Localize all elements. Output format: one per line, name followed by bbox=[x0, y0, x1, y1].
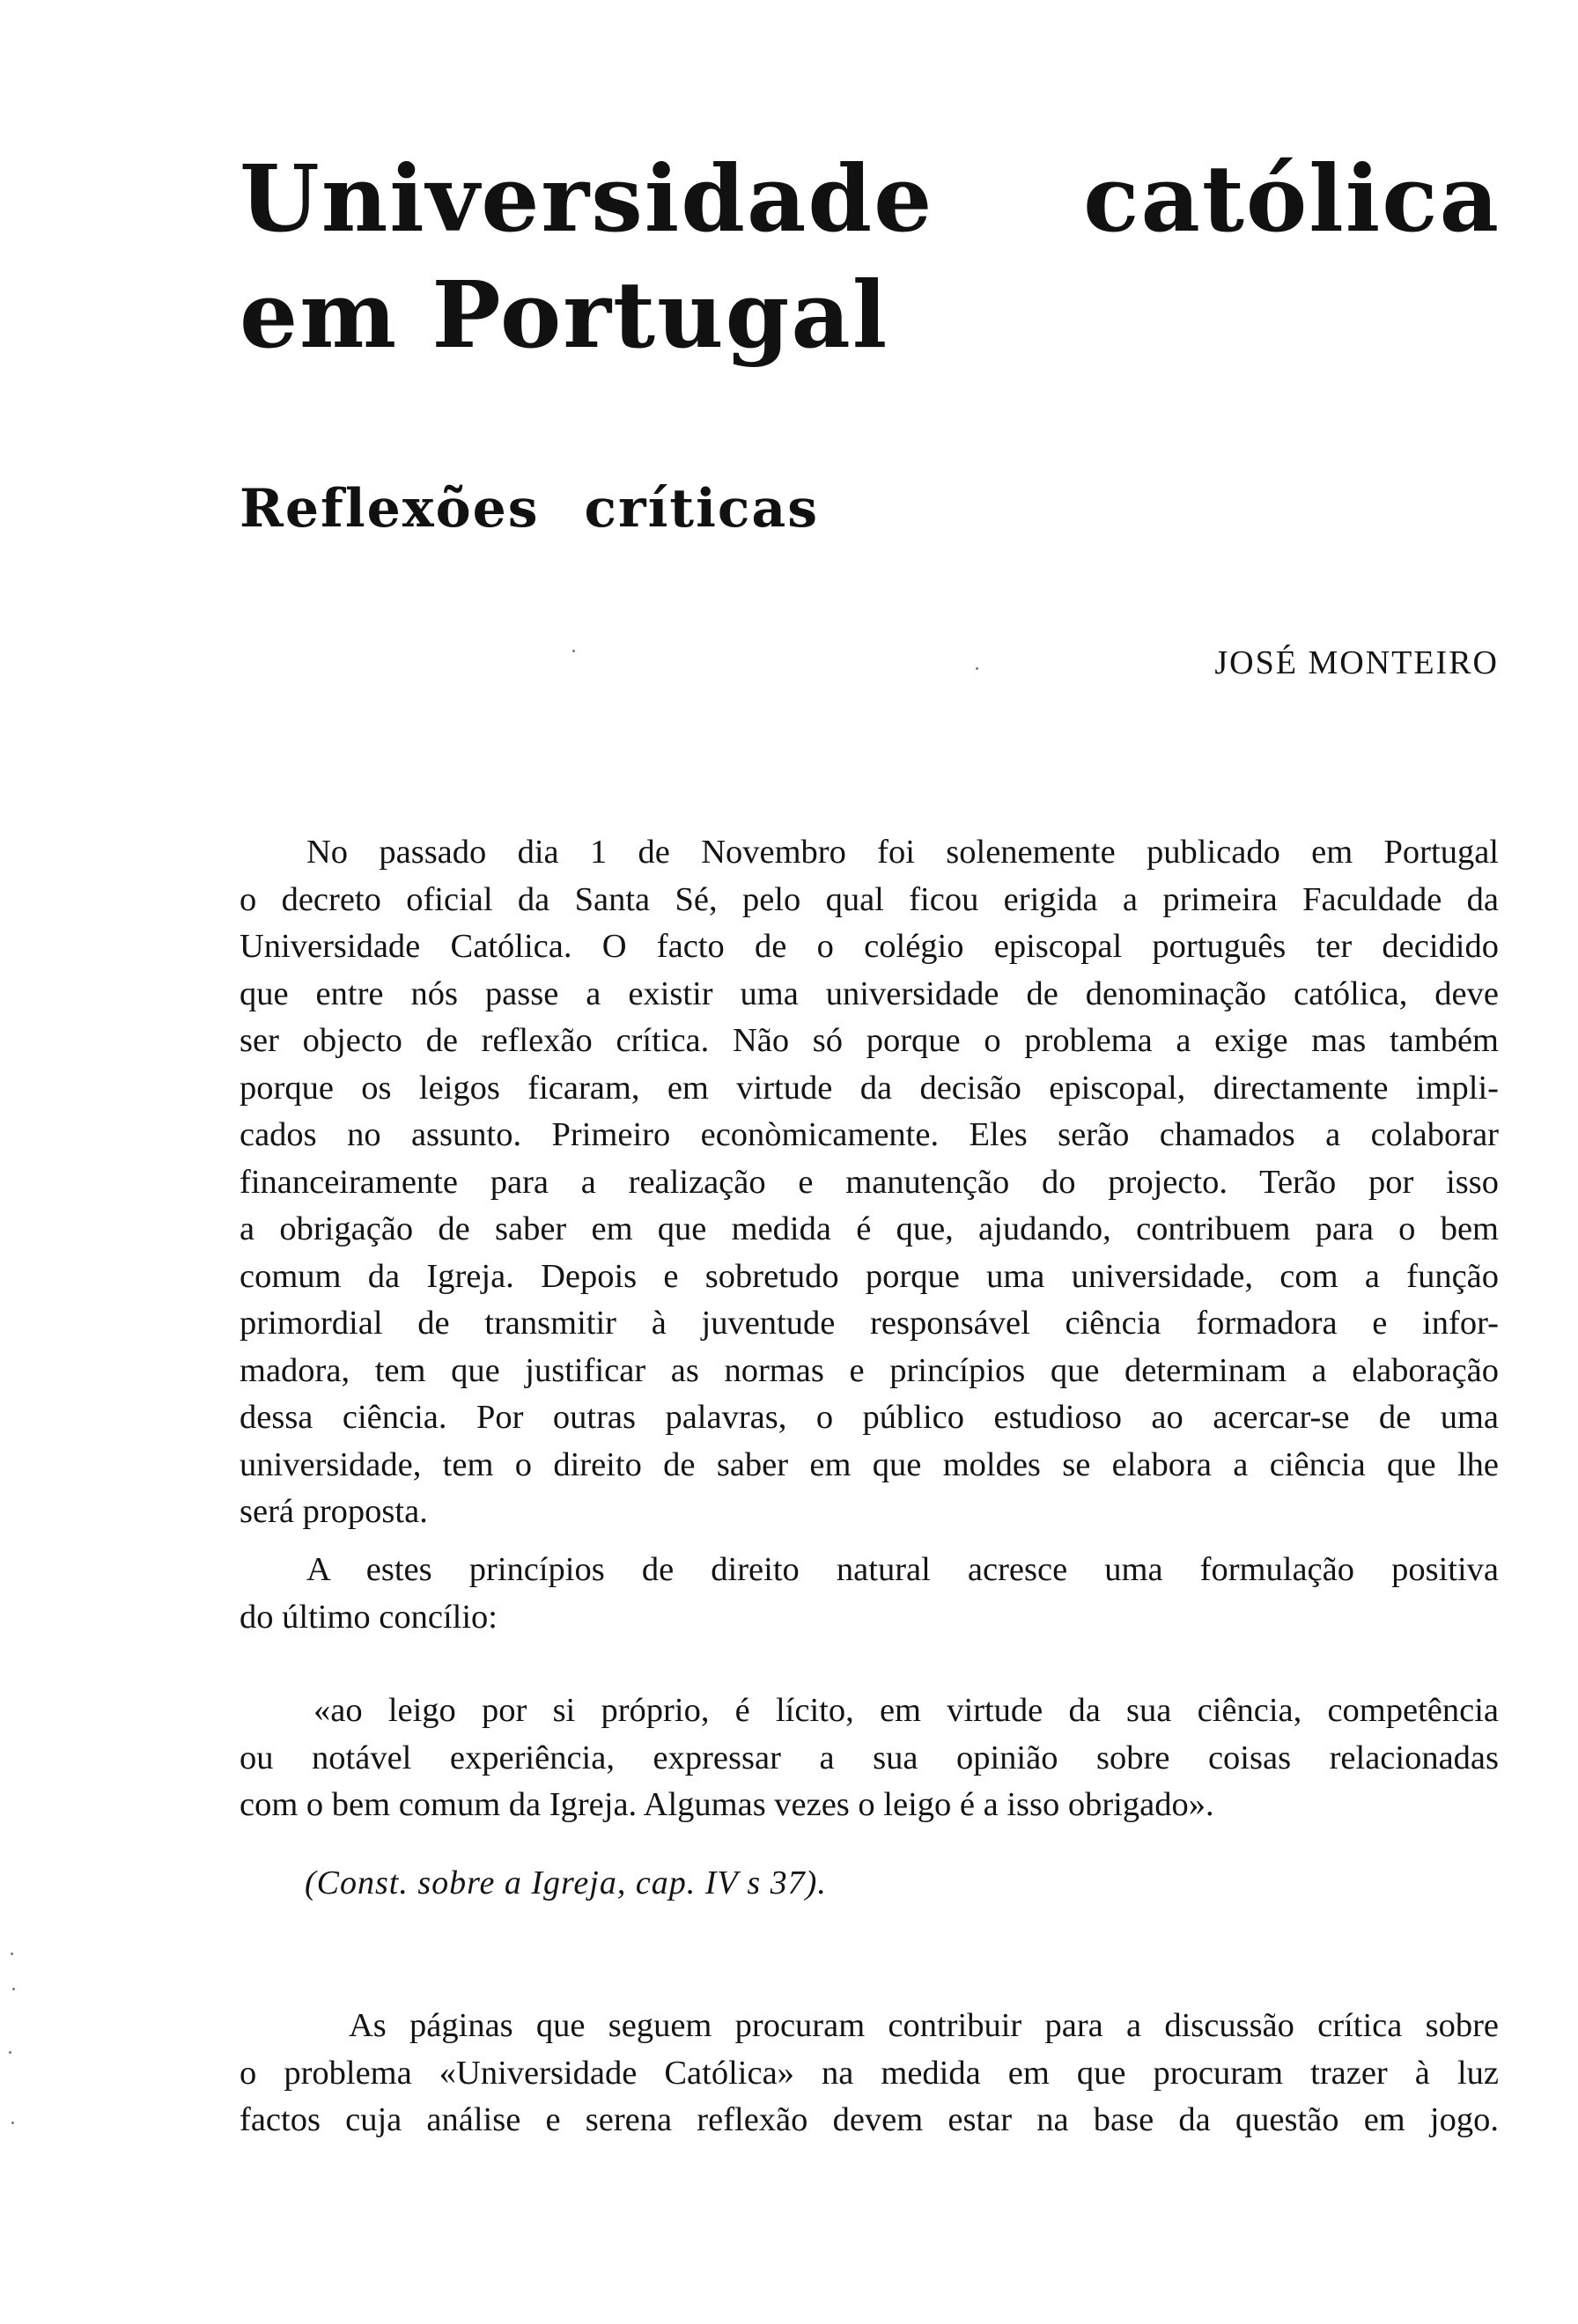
scan-speck bbox=[11, 1953, 13, 1955]
paragraph-council bbox=[240, 1547, 1499, 1641]
text-line: financeiramente para a realização e manutenção do projecto. Terão por isso bbox=[240, 1163, 1499, 1201]
text-line: A estes princípios de direito natural acresce uma formulação positiva bbox=[306, 1551, 1499, 1588]
text-line: dessa ciência. Por outras palavras, o público estudioso ao acercar-se de uma bbox=[240, 1399, 1499, 1436]
quote-line: «ao leigo por si próprio, é lícito, em virtude da sua ciência, competência bbox=[313, 1692, 1499, 1729]
title-word-universidade: Universidade bbox=[240, 144, 934, 253]
text-line: No passado dia 1 de Novembro foi solenemente publicado em Portugal bbox=[306, 834, 1499, 871]
text-line: primordial de transmitir à juventude responsável ciência formadora e infor- bbox=[240, 1305, 1499, 1342]
text-line: do último concílio: bbox=[240, 1598, 498, 1636]
quote-line: com o bem comum da Igreja. Algumas vezes o leigo é a isso obrigado». bbox=[240, 1786, 1214, 1823]
scan-speck bbox=[976, 667, 978, 670]
title-word-catolica: católica bbox=[1083, 144, 1501, 253]
article-title bbox=[240, 141, 1508, 373]
text-line: madora, tem que justificar as normas e princípios que determinam a elaboração bbox=[240, 1351, 1499, 1389]
text-line: As páginas que seguem procuram contribuir para a discussão crítica sobre bbox=[349, 2007, 1499, 2044]
scan-speck bbox=[572, 650, 575, 652]
text-line: o decreto oficial da Santa Sé, pelo qual ficou erigida a primeira Faculdade da bbox=[240, 880, 1499, 918]
text-line: universidade, tem o direito de saber em que moldes se elabora a ciência que lhe bbox=[240, 1445, 1499, 1483]
text-line: o problema «Universidade Católica» na medida em que procuram trazer à luz bbox=[240, 2054, 1499, 2092]
text-line: será proposta. bbox=[240, 1493, 428, 1530]
title-line-1 bbox=[240, 141, 1501, 257]
quote-citation: (Const. sobre a Igreja, cap. IV s 37). bbox=[305, 1864, 827, 1901]
author-name: JOSÉ MONTEIRO bbox=[1214, 644, 1499, 681]
paragraph-closing bbox=[240, 2003, 1499, 2144]
text-line: porque os leigos ficaram, em virtude da decisão episcopal, directamente impli- bbox=[240, 1069, 1499, 1107]
text-line: ser objecto de reflexão crítica. Não só porque o problema a exige mas também bbox=[240, 1022, 1499, 1059]
text-line: a obrigação de saber em que medida é que, ajudando, contribuem para o bem bbox=[240, 1210, 1499, 1247]
text-line: factos cuja análise e serena reflexão devem estar na base da questão em jogo. bbox=[240, 2101, 1499, 2138]
text-line: cados no assunto. Primeiro econòmicamente. Eles serão chamados a colaborar bbox=[240, 1116, 1499, 1153]
title-line-2: em Portugal bbox=[240, 261, 889, 369]
text-line: que entre nós passe a existir uma universidade de denominação católica, deve bbox=[240, 974, 1499, 1012]
text-line: Universidade Católica. O facto de o colégio episcopal português ter decidido bbox=[240, 928, 1499, 965]
quote-line: ou notável experiência, expressar a sua opinião sobre coisas relacionadas bbox=[240, 1739, 1499, 1776]
block-quote bbox=[240, 1688, 1499, 1829]
text-line: comum da Igreja. Depois e sobretudo porque uma universidade, com a função bbox=[240, 1257, 1499, 1295]
scan-speck bbox=[12, 1988, 15, 1990]
article-subtitle: Reflexões críticas bbox=[240, 478, 820, 540]
scan-speck bbox=[11, 2122, 14, 2124]
paragraph-intro bbox=[240, 829, 1499, 1536]
scan-speck bbox=[9, 2051, 11, 2054]
